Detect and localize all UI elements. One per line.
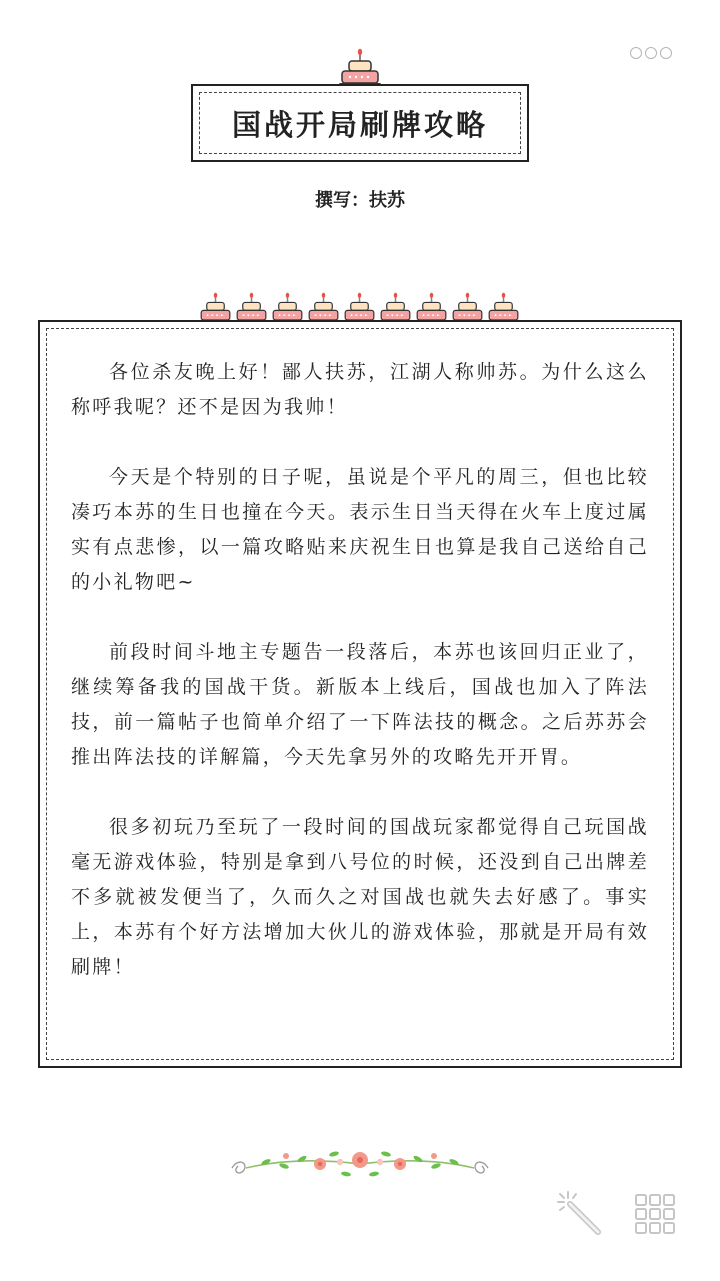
birthday-cake-icon bbox=[338, 48, 382, 88]
author-line: 撰写：扶苏 bbox=[315, 190, 405, 211]
page-title: 国战开局刷牌攻略 bbox=[231, 107, 488, 142]
magic-wand-icon[interactable] bbox=[556, 1190, 604, 1238]
title-inner-frame bbox=[199, 92, 521, 154]
article-frame bbox=[38, 320, 682, 1068]
floral-vine-icon bbox=[226, 1140, 494, 1184]
article-inner-frame bbox=[46, 328, 674, 1060]
more-menu-button[interactable] bbox=[630, 44, 680, 62]
title-frame bbox=[191, 84, 529, 162]
more-dot bbox=[630, 47, 642, 59]
more-dot bbox=[645, 47, 657, 59]
grid-icon[interactable] bbox=[634, 1193, 676, 1235]
article-paragraph: 前段时间斗地主专题告一段落后，本苏也该回归正业了，继续筹备我的国战干货。新版本上线后，国战也加入了阵法技，前一篇帖子也简单介绍了一下阵法技的概念。之后苏苏会推出阵法技的详解篇，今天先拿另外的攻略先开开胃。 bbox=[71, 641, 649, 768]
article-paragraph: 今天是个特别的日子呢，虽说是个平凡的周三，但也比较凑巧本苏的生日也撞在今天。表示生日当天得在火车上度过属实有点悲惨，以一篇攻略贴来庆祝生日也算是我自己送给自己的小礼物吧~ bbox=[71, 466, 649, 593]
more-dot bbox=[660, 47, 672, 59]
article-paragraph: 很多初玩乃至玩了一段时间的国战玩家都觉得自己玩国战毫无游戏体验，特别是拿到八号位的时候，还没到自己出牌差不多就被发便当了，久而久之对国战也就失去好感了。事实上，本苏有个好方法增加大伙儿的游戏体验，那就是开局有效刷牌！ bbox=[71, 816, 649, 978]
article-paragraph: 各位杀友晚上好！鄙人扶苏，江湖人称帅苏。为什么这么称呼我呢？还不是因为我帅！ bbox=[71, 361, 649, 418]
